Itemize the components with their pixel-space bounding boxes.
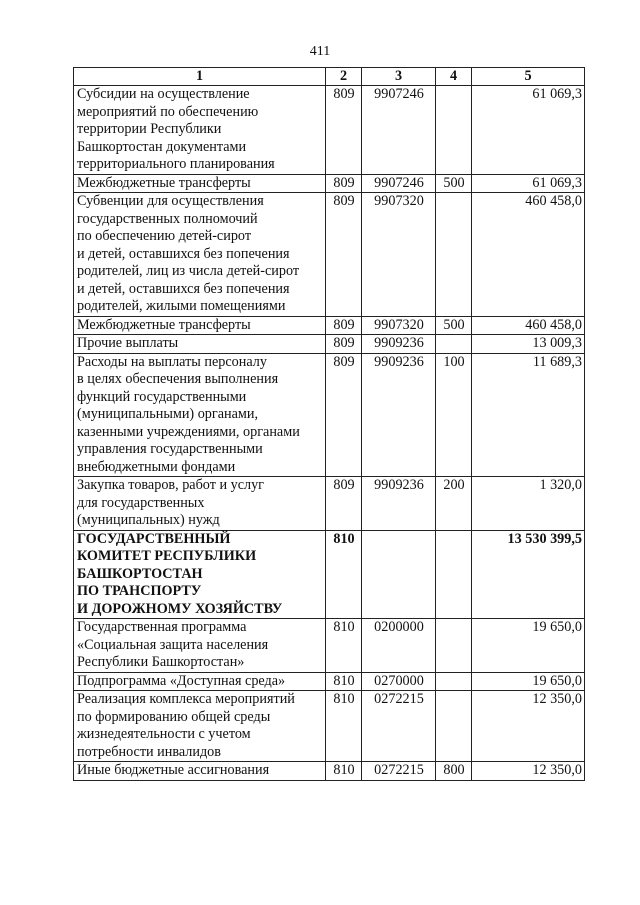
cell-target-article: 0272215	[362, 762, 436, 781]
name-line: Расходы на выплаты персоналу	[77, 353, 267, 370]
name-line: И ДОРОЖНОМУ ХОЗЯЙСТВУ	[77, 600, 283, 617]
name-line: родителей, жилыми помещениями	[77, 298, 286, 314]
cell-expense-type: 100	[436, 353, 472, 477]
cell-ministry-code: 810	[326, 762, 362, 781]
name-line: по обеспечению детей-сирот	[77, 228, 252, 244]
table-row	[74, 193, 585, 317]
cell-amount: 460 458,0	[472, 193, 585, 317]
name-line: Прочие выплаты	[77, 335, 179, 351]
cell-target-article: 0200000	[362, 619, 436, 673]
cell-name	[74, 691, 326, 762]
cell-target-article: 9907246	[362, 86, 436, 175]
cell-name	[74, 86, 326, 175]
name-line: Межбюджетные трансферты	[77, 174, 251, 191]
cell-expense-type: 500	[436, 316, 472, 335]
cell-target-article: 0272215	[362, 691, 436, 762]
name-line: потребности инвалидов	[77, 743, 221, 760]
name-line: Подпрограмма «Доступная среда»	[77, 672, 286, 689]
cell-expense-type	[436, 86, 472, 175]
cell-target-article: 9909236	[362, 477, 436, 531]
name-line: для государственных	[77, 494, 205, 511]
cell-ministry-code: 809	[326, 86, 362, 175]
cell-target-article: 9907246	[362, 174, 436, 193]
name-line: ГОСУДАРСТВЕННЫЙ	[77, 530, 231, 547]
cell-name	[74, 530, 326, 619]
name-line: мероприятий по обеспечению	[77, 103, 259, 120]
cell-ministry-code: 810	[326, 619, 362, 673]
name-line: государственных полномочий	[77, 210, 258, 227]
cell-expense-type: 800	[436, 762, 472, 781]
cell-target-article: 9909236	[362, 353, 436, 477]
cell-amount: 61 069,3	[472, 86, 585, 175]
name-line: по формированию общей среды	[77, 708, 271, 725]
name-line: жизнедеятельности с учетом	[77, 726, 251, 742]
cell-amount: 11 689,3	[472, 353, 585, 477]
cell-expense-type	[436, 672, 472, 691]
cell-expense-type	[436, 619, 472, 673]
cell-amount: 12 350,0	[472, 691, 585, 762]
cell-name	[74, 316, 326, 335]
name-line: и детей, оставшихся без попечения	[77, 245, 290, 262]
cell-name	[74, 335, 326, 354]
cell-target-article: 0270000	[362, 672, 436, 691]
cell-name	[74, 353, 326, 477]
cell-expense-type	[436, 691, 472, 762]
cell-amount: 61 069,3	[472, 174, 585, 193]
cell-expense-type	[436, 530, 472, 619]
name-line: территории Республики	[77, 121, 222, 137]
name-line: Республики Башкортостан»	[77, 654, 245, 670]
cell-ministry-code: 809	[326, 335, 362, 354]
table-row	[74, 335, 585, 354]
table-body	[74, 86, 585, 781]
header-cell-1: 1	[74, 68, 326, 86]
name-line: казенными учреждениями, органами	[77, 423, 300, 440]
header-cell-5: 5	[472, 68, 585, 86]
cell-ministry-code: 809	[326, 353, 362, 477]
name-line: КОМИТЕТ РЕСПУБЛИКИ	[77, 548, 257, 564]
table-row	[74, 762, 585, 781]
name-line: Государственная программа	[77, 619, 247, 635]
cell-amount: 460 458,0	[472, 316, 585, 335]
table-row	[74, 530, 585, 619]
table-row	[74, 672, 585, 691]
cell-name	[74, 174, 326, 193]
name-line: (муниципальных) нужд	[77, 512, 220, 528]
cell-name	[74, 672, 326, 691]
table-row	[74, 477, 585, 531]
cell-amount: 1 320,0	[472, 477, 585, 531]
cell-expense-type	[436, 335, 472, 354]
name-line: в целях обеспечения выполнения	[77, 371, 279, 387]
name-line: территориального планирования	[77, 156, 275, 172]
name-line: Межбюджетные трансферты	[77, 316, 251, 333]
cell-target-article: 9907320	[362, 316, 436, 335]
name-line: БАШКОРТОСТАН	[77, 565, 203, 582]
name-line: Реализация комплекса мероприятий	[77, 691, 295, 707]
name-line: ПО ТРАНСПОРТУ	[77, 583, 202, 599]
header-cell-2: 2	[326, 68, 362, 86]
cell-ministry-code: 810	[326, 530, 362, 619]
cell-name	[74, 477, 326, 531]
table-row	[74, 316, 585, 335]
table-row	[74, 691, 585, 762]
table-row	[74, 353, 585, 477]
cell-expense-type: 200	[436, 477, 472, 531]
name-line: Иные бюджетные ассигнования	[77, 762, 270, 778]
cell-amount: 13 009,3	[472, 335, 585, 354]
cell-ministry-code: 810	[326, 691, 362, 762]
cell-amount: 12 350,0	[472, 762, 585, 781]
name-line: и детей, оставшихся без попечения	[77, 280, 290, 297]
cell-target-article	[362, 530, 436, 619]
name-line: (муниципальными) органами,	[77, 406, 259, 422]
cell-ministry-code: 809	[326, 316, 362, 335]
cell-ministry-code: 809	[326, 193, 362, 317]
cell-name	[74, 762, 326, 781]
name-line: Закупка товаров, работ и услуг	[77, 477, 264, 493]
budget-table	[73, 67, 585, 781]
name-line: родителей, лиц из числа детей-сирот	[77, 263, 300, 279]
cell-amount: 13 530 399,5	[472, 530, 585, 619]
cell-name	[74, 619, 326, 673]
cell-expense-type	[436, 193, 472, 317]
name-line: Башкортостан документами	[77, 138, 247, 155]
cell-ministry-code: 809	[326, 174, 362, 193]
name-line: внебюджетными фондами	[77, 458, 236, 475]
table-row	[74, 174, 585, 193]
cell-ministry-code: 809	[326, 477, 362, 531]
table-row	[74, 86, 585, 175]
cell-expense-type: 500	[436, 174, 472, 193]
cell-ministry-code: 810	[326, 672, 362, 691]
name-line: управления государственными	[77, 441, 263, 457]
cell-amount: 19 650,0	[472, 672, 585, 691]
table-row	[74, 619, 585, 673]
cell-target-article: 9909236	[362, 335, 436, 354]
header-row	[74, 68, 585, 86]
header-cell-4: 4	[436, 68, 472, 86]
name-line: Субсидии на осуществление	[77, 86, 250, 102]
header-cell-3: 3	[362, 68, 436, 86]
name-line: Субвенции для осуществления	[77, 193, 264, 209]
page-number: 411	[309, 44, 331, 59]
cell-amount: 19 650,0	[472, 619, 585, 673]
name-line: «Социальная защита населения	[77, 636, 269, 653]
cell-name	[74, 193, 326, 317]
cell-target-article: 9907320	[362, 193, 436, 317]
name-line: функций государственными	[77, 388, 247, 405]
